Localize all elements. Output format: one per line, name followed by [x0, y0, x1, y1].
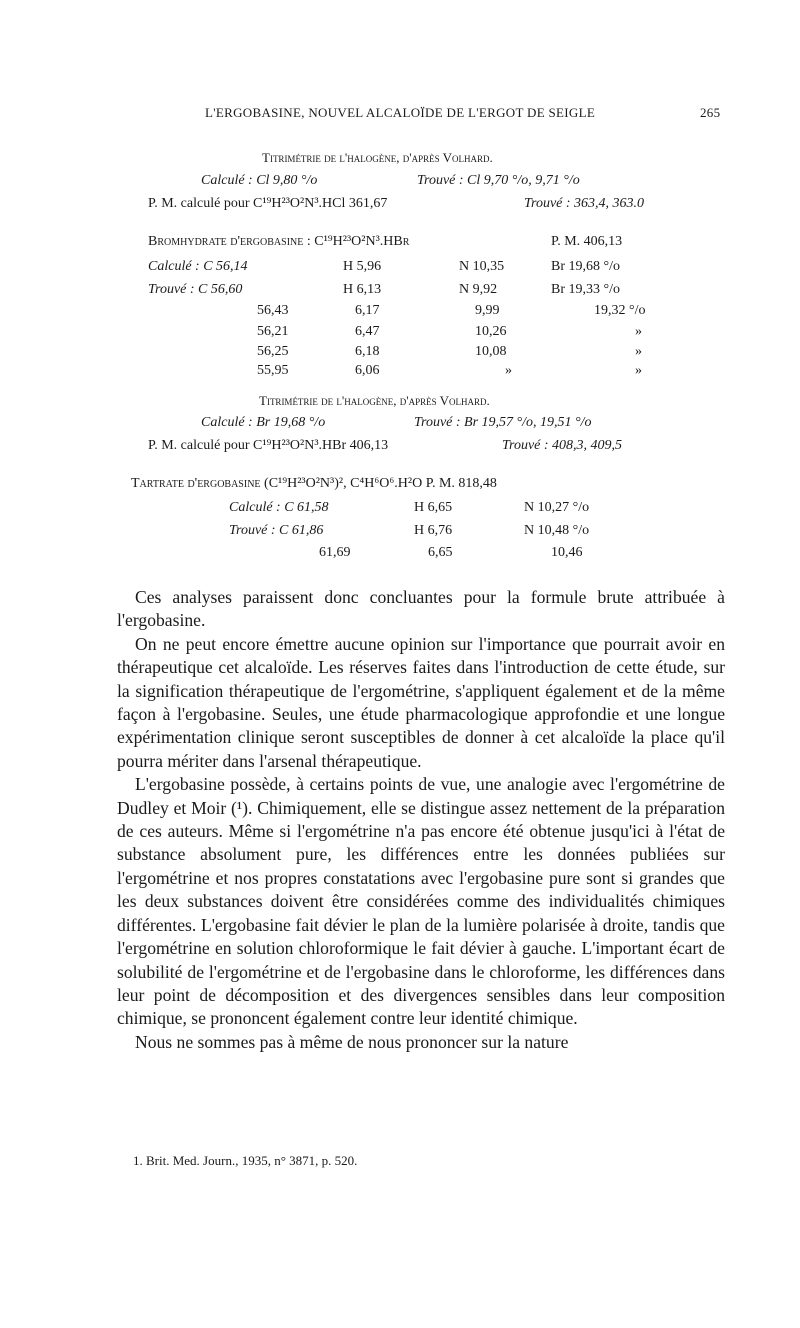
block2-row5-n: 10,08	[475, 344, 507, 359]
block1-title: Titrimétrie de l'halogène, d'après Volhard.	[262, 150, 493, 165]
block3-calcule: Calculé : Br 19,68 °/o	[201, 415, 326, 430]
block2-row5-c: 56,25	[257, 344, 289, 359]
block3-pm-trouve: Trouvé : 408,3, 409,5	[502, 438, 623, 453]
paragraph-4: Nous ne sommes pas à même de nous prononcer sur la nature	[135, 1031, 569, 1052]
block2-row4-h: 6,47	[355, 324, 380, 339]
block2-row3-br: 19,32 °/o	[594, 303, 646, 318]
block2-row6-br: »	[635, 363, 642, 378]
block4-row2-n: N 10,48 °/o	[524, 523, 590, 538]
block3-title: Titrimétrie de l'halogène, d'après Volhard.	[259, 393, 490, 408]
block1-pm-trouve: Trouvé : 363,4, 363.0	[524, 196, 645, 211]
block2-row4-c: 56,21	[257, 324, 289, 339]
block4-row1-n: N 10,27 °/o	[524, 500, 590, 515]
paragraph-1: Ces analyses paraissent donc concluantes pour la formule brute attribuée à l'ergobasine.	[117, 587, 725, 631]
block2-row1-c: Calculé : C 56,14	[148, 259, 248, 274]
block4-row3-c: 61,69	[319, 545, 351, 560]
body-text	[117, 586, 725, 1054]
block4-row1-c: Calculé : C 61,58	[229, 500, 329, 515]
block2-row1-br: Br 19,68 °/o	[551, 259, 620, 274]
block2-row5-h: 6,18	[355, 344, 380, 359]
block2-row2-h: H 6,13	[343, 282, 382, 297]
block2-row3-n: 9,99	[475, 303, 500, 318]
block3-pm-calcule: P. M. calculé pour C¹⁹H²³O²N³.HBr 406,13	[148, 438, 389, 453]
block2-row3-c: 56,43	[257, 303, 289, 318]
block2-title: Bromhydrate d'ergobasine : C¹⁹H²³O²N³.HBr	[148, 234, 410, 249]
block2-row5-br: »	[635, 344, 642, 359]
block2-row3-h: 6,17	[355, 303, 380, 318]
block2-row1-h: H 5,96	[343, 259, 382, 274]
block2-row6-n: »	[505, 363, 512, 378]
block2-row1-n: N 10,35	[459, 259, 505, 274]
block2-row2-br: Br 19,33 °/o	[551, 282, 620, 297]
block2-row6-c: 55,95	[257, 363, 289, 378]
block2-row2-c: Trouvé : C 56,60	[148, 282, 243, 297]
block2-row2-n: N 9,92	[459, 282, 498, 297]
block1-trouve: Trouvé : Cl 9,70 °/o, 9,71 °/o	[417, 173, 580, 188]
block3-trouve: Trouvé : Br 19,57 °/o, 19,51 °/o	[414, 415, 592, 430]
block2-row4-n: 10,26	[475, 324, 507, 339]
block2-pm: P. M. 406,13	[551, 234, 623, 249]
block2-row6-h: 6,06	[355, 363, 380, 378]
block1-calcule: Calculé : Cl 9,80 °/o	[201, 173, 318, 188]
block1-pm-calcule: P. M. calculé pour C¹⁹H²³O²N³.HCl 361,67	[148, 196, 388, 211]
block2-row4-br: »	[635, 324, 642, 339]
footnote: 1. Brit. Med. Journ., 1935, n° 3871, p. 520.	[133, 1153, 358, 1168]
block4-row2-c: Trouvé : C 61,86	[229, 523, 324, 538]
block4-row1-h: H 6,65	[414, 500, 453, 515]
block4-row3-h: 6,65	[428, 545, 453, 560]
running-title: L'ERGOBASINE, NOUVEL ALCALOÏDE DE L'ERGOT DE SEIGLE	[205, 105, 596, 120]
block4-title: Tartrate d'ergobasine (C¹⁹H²³O²N³)², C⁴H⁶O⁶.H²O P. M. 818,48	[131, 476, 497, 491]
page-number: 265	[700, 105, 721, 120]
block4-row3-n: 10,46	[551, 545, 583, 560]
block4-row2-h: H 6,76	[414, 523, 453, 538]
paragraph-3: L'ergobasine possède, à certains points de vue, une analogie avec l'ergométrine de Dudley et Moir (¹). Chimiquement, elle se distingue assez nettement de la préparation de ces auteurs. Même si l'ergométrine n'a pas encore été obtenue jusqu'ici à l'état de substance absolument pure, les différences entre les données publiées sur l'ergométrine et nos propres constatations avec l'ergobasine pure sont si grandes que les deux substances doivent être considérées comme des individualités chimiques différentes. L'ergobasine fait dévier le plan de la lumière polarisée à droite, tandis que l'ergométrine en solution chloroformique le fait dévier à gauche. L'important écart de solubilité de l'ergométrine et de l'ergobasine dans le chloroforme, les différences dans leur point de décomposition et des divergences sensibles dans leur composition chimique, se prononcent également contre leur identité chimique.	[117, 774, 725, 1029]
paragraph-2: On ne peut encore émettre aucune opinion sur l'importance que pourrait avoir en thérapeutique cet alcaloïde. Les réserves faites dans l'introduction de cette étude, sur la signification thérapeutique de l'ergométrine, s'appliquent également et de la même façon à l'ergobasine. Seules, une étude pharmacologique approfondie et une longue expérimentation clinique seront susceptibles de donner à cet alcaloïde la place qu'il pourra mériter dans l'arsenal thérapeutique.	[117, 633, 725, 771]
